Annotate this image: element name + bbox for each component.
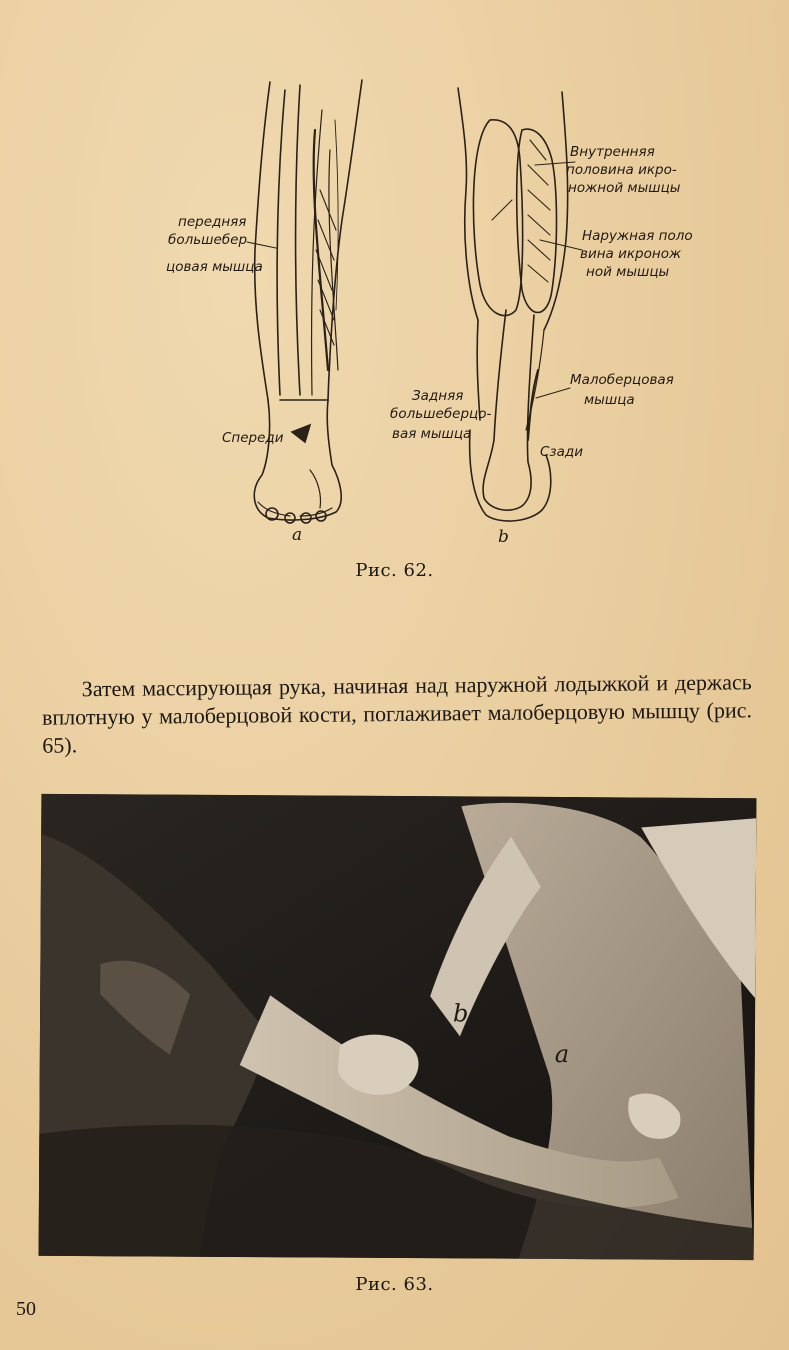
figure-63-caption: Рис. 63. (355, 1274, 434, 1295)
body-paragraph: Затем массирующая рука, начиная над наружной лодыжкой и держась вплотную у малоберцовой кости, поглаживает малоберцовую мышцу (рис. 65). (41, 669, 753, 758)
label-outer-gastrocnemius-3: ной мышцы (586, 264, 670, 280)
label-inner-gastrocnemius-1: Внутренняя (570, 144, 655, 160)
massage-photo-illustration (39, 794, 757, 1260)
photo-label-b: b (452, 999, 469, 1028)
photo-label-a: a (554, 1039, 570, 1069)
figure-62-caption: Рис. 62. (355, 560, 434, 581)
label-anterior-tibial-2: большебер (168, 232, 248, 248)
leg-muscle-diagram (150, 70, 710, 550)
label-back: Сзади (540, 444, 583, 460)
figure-62-drawing (150, 70, 710, 550)
label-letter-a: a (292, 525, 303, 545)
label-posterior-tibial-1: Задняя (412, 388, 464, 404)
label-anterior-tibial-3: цовая мышца (166, 259, 263, 275)
label-letter-b: b (498, 527, 509, 547)
label-peroneal-2: мышца (584, 392, 635, 408)
label-outer-gastrocnemius-2: вина икронож (580, 246, 682, 262)
label-posterior-tibial-3: вая мышца (392, 426, 472, 442)
label-peroneal-1: Малоберцовая (570, 372, 674, 388)
label-front: Спереди (222, 430, 284, 446)
figure-63-photo (39, 794, 757, 1260)
label-anterior-tibial-1: передняя (178, 214, 247, 230)
label-inner-gastrocnemius-3: ножной мышцы (568, 180, 681, 196)
page-number: 50 (16, 1298, 36, 1320)
label-outer-gastrocnemius-1: Наружная поло (582, 228, 693, 244)
label-inner-gastrocnemius-2: половина икро- (566, 162, 677, 178)
label-posterior-tibial-2: большеберцо- (390, 406, 492, 422)
